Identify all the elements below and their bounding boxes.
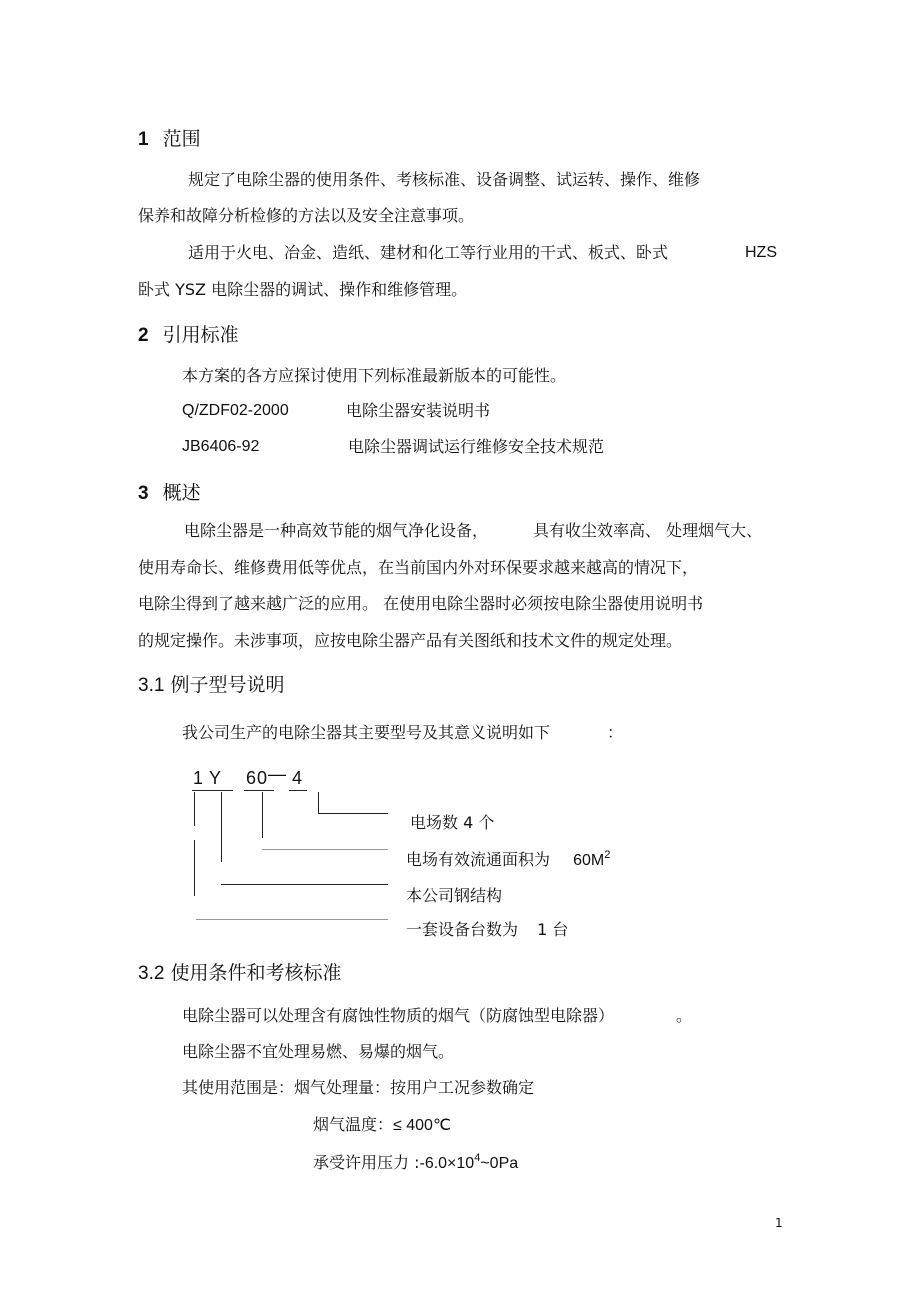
section-2-heading (138, 326, 239, 345)
paragraph-line: 卧式 YSZ 电除尘器的调试、操作和维修管理。 (138, 280, 468, 299)
paragraph-line: 电除尘器可以处理含有腐蚀性物质的烟气（防腐蚀型电除器） (182, 1006, 615, 1025)
paragraph-line: 本方案的各方应探讨使用下列标准最新版本的可能性。 (182, 366, 567, 385)
label-area (406, 850, 610, 869)
underline (192, 790, 208, 791)
leader-horizontal (221, 884, 388, 885)
model-dash: — (268, 764, 287, 784)
paragraph-line: 具有收尘效率高、 处理烟气大、 (533, 521, 763, 540)
section-number: 3 (138, 483, 149, 504)
label-area-sup: 2 (604, 849, 611, 861)
temperature-value: ≤ 400℃ (393, 1117, 451, 1134)
leader-vertical (194, 840, 195, 896)
label-units-text: 一套设备台数为 (406, 920, 519, 939)
paragraph-line: 保养和故障分析检修的方法以及安全注意事项。 (138, 206, 475, 225)
paragraph-line: 电除尘得到了越来越广泛的应用。 在使用电除尘器时必须按电除尘器使用说明书 (138, 594, 704, 613)
leader-horizontal (262, 849, 388, 850)
model-part-steel: Y (209, 768, 223, 788)
section-title: 例子型号说明 (170, 674, 285, 696)
label-fields: 电场数 4 个 (410, 813, 495, 832)
leader-horizontal (318, 813, 388, 814)
section-3-heading (138, 484, 201, 503)
leader-vertical (221, 792, 222, 862)
pressure-label: 承受许用压力 : (313, 1153, 420, 1172)
section-1-heading (138, 130, 201, 149)
paragraph-line: 电除尘器不宜处理易燃、易爆的烟气。 (182, 1042, 455, 1061)
section-title: 使用条件和考核标准 (170, 962, 342, 984)
standard-name: 电除尘器安装说明书 (346, 401, 491, 420)
model-part-units: 1 (193, 768, 205, 788)
paragraph-line: 使用寿命长、维修费用低等优点，在当前国内外对环保要求越来越高的情况下， (138, 558, 699, 577)
section-number: 2 (138, 325, 149, 346)
paragraph-line: 。 (676, 1006, 693, 1025)
page-number: 1 (775, 1216, 783, 1230)
standard-code: JB6406-92 (182, 438, 260, 455)
model-part-area: 60 (246, 768, 269, 788)
pressure-tail: ~0Pa (480, 1155, 519, 1172)
label-steel: 本公司钢结构 (406, 886, 503, 905)
pressure-value: -6.0×10 (419, 1155, 475, 1172)
model-hzs: HZS (745, 244, 777, 261)
leader-horizontal (196, 919, 388, 920)
paragraph-line: 的规定操作。未涉事项，应按电除尘器产品有关图纸和技术文件的规定处理。 (138, 631, 683, 650)
temperature-line (313, 1117, 451, 1134)
section-number: 1 (138, 129, 149, 150)
paragraph-line: 我公司生产的电除尘器其主要型号及其意义说明如下 (182, 723, 551, 742)
standard-name: 电除尘器调试运行维修安全技术规范 (348, 437, 605, 456)
label-area-text: 电场有效流通面积为 (406, 850, 551, 869)
section-3-1-heading (138, 676, 284, 695)
label-units-value: 1 台 (537, 920, 569, 939)
underline (208, 790, 233, 791)
standard-code: Q/ZDF02-2000 (182, 402, 289, 419)
paragraph-line: 其使用范围是：烟气处理量：按用户工况参数确定 (182, 1078, 535, 1097)
model-part-fields: 4 (292, 768, 304, 788)
underline (244, 790, 274, 791)
leader-vertical (318, 792, 319, 814)
colon: ： (607, 723, 624, 742)
leader-vertical (262, 792, 263, 838)
paragraph-line: 电除尘器是一种高效节能的烟气净化设备， (184, 521, 489, 540)
label-units (406, 922, 568, 938)
underline (289, 790, 307, 791)
section-title: 概述 (162, 482, 201, 504)
section-title: 范围 (162, 128, 201, 150)
section-number: 3.1 (138, 675, 165, 696)
section-3-2-heading (138, 964, 341, 983)
pressure-line (313, 1153, 518, 1172)
label-area-value: 60M (573, 852, 605, 869)
section-title: 引用标准 (162, 324, 239, 346)
leader-vertical (194, 792, 195, 826)
temperature-label: 烟气温度： (313, 1115, 394, 1134)
section-number: 3.2 (138, 963, 165, 984)
paragraph-line: 规定了电除尘器的使用条件、考核标准、设备调整、试运转、操作、维修 (188, 170, 701, 189)
pressure-sup: 4 (474, 1152, 481, 1164)
paragraph-line: 适用于火电、冶金、造纸、建材和化工等行业用的干式、板式、卧式 (188, 243, 669, 262)
